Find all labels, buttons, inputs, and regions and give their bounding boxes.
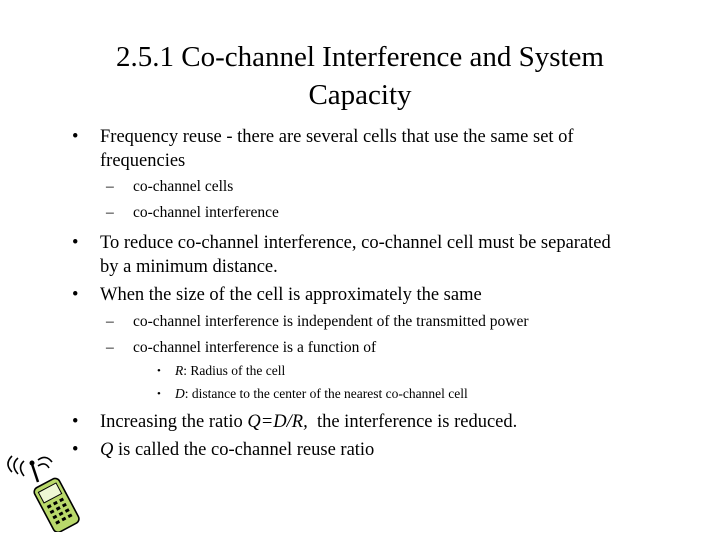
- sub-bullet-function-of: [106, 338, 377, 358]
- dash-marker: –: [106, 313, 114, 330]
- bullet-frequency-reuse: [72, 125, 574, 173]
- bullet-reduce-interference: [72, 231, 611, 279]
- variable-q: Q: [100, 440, 114, 460]
- slide-title: [60, 38, 660, 114]
- bullet-cell-size: [72, 283, 482, 307]
- sub-bullet-text: co-channel interference: [133, 204, 279, 221]
- bullet-text-line: frequencies: [100, 151, 186, 171]
- sub-bullet-independent-of-power: [106, 312, 529, 332]
- title-line-1: 2.5.1 Co-channel Interference and System: [116, 41, 604, 73]
- definition-d: [157, 385, 468, 403]
- bullet-text: the interference is reduced.: [307, 412, 518, 432]
- bullet-text: is called the co-channel reuse ratio: [113, 440, 375, 460]
- cell-phone-ringing-icon: [2, 452, 88, 532]
- dash-marker: –: [106, 204, 114, 221]
- sub-bullet-co-channel-interference: [106, 203, 279, 223]
- bullet-increasing-ratio: [72, 410, 518, 434]
- bullet-marker: •: [157, 365, 161, 377]
- bullet-marker: •: [72, 440, 79, 460]
- dash-marker: –: [106, 339, 114, 356]
- bullet-text-line: To reduce co-channel interference, co-channel cell must be separated: [100, 233, 611, 253]
- bullet-marker: •: [72, 285, 79, 305]
- sub-bullet-text: co-channel cells: [133, 178, 234, 195]
- bullet-marker: •: [72, 127, 79, 147]
- bullet-text-line: Frequency reuse - there are several cells that use the same set of: [100, 127, 574, 147]
- formula-q: Q=D/R,: [247, 412, 308, 432]
- sub-bullet-text: co-channel interference is independent of the transmitted power: [133, 313, 529, 330]
- variable-d: D: [175, 386, 185, 401]
- bullet-marker: •: [72, 412, 79, 432]
- sub-bullet-text: co-channel interference is a function of: [133, 339, 377, 356]
- sub-bullet-co-channel-cells: [106, 177, 234, 197]
- variable-r: R: [175, 363, 184, 378]
- definition-text: : distance to the center of the nearest co-channel cell: [184, 386, 468, 401]
- bullet-text: Increasing the ratio: [100, 412, 248, 432]
- bullet-marker: •: [157, 388, 161, 400]
- dash-marker: –: [106, 178, 114, 195]
- bullet-reuse-ratio: [72, 438, 375, 462]
- bullet-text-line: When the size of the cell is approximately the same: [100, 285, 482, 305]
- definition-text: : Radius of the cell: [183, 363, 286, 378]
- bullet-text-line: by a minimum distance.: [100, 257, 278, 277]
- title-line-2: Capacity: [308, 79, 412, 111]
- definition-r: [157, 362, 286, 380]
- bullet-marker: •: [72, 233, 79, 253]
